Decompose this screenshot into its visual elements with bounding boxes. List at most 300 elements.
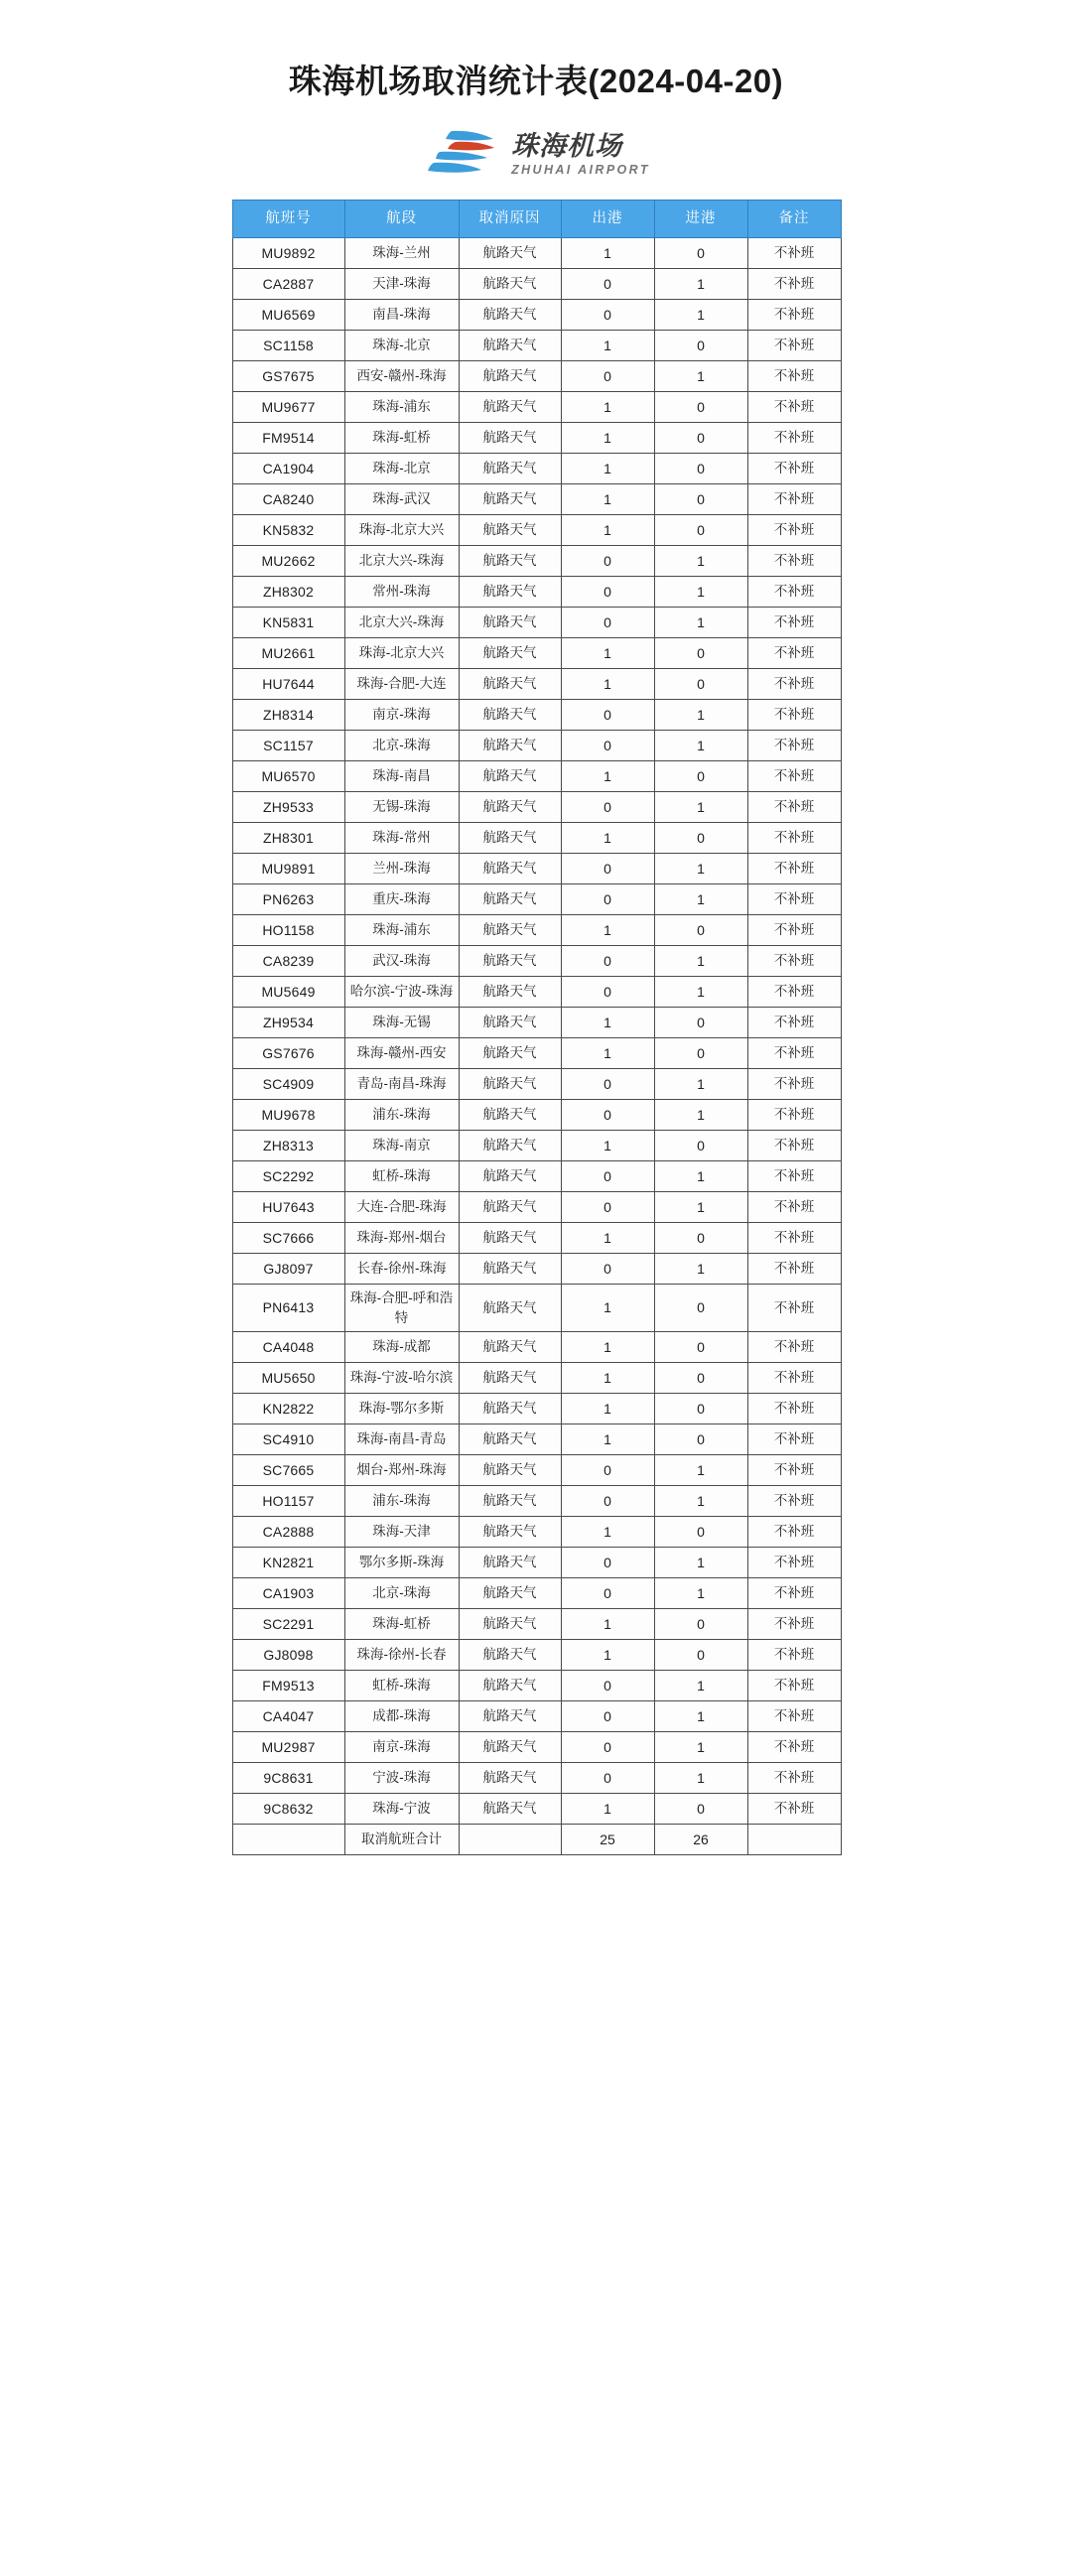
cell-flight-no: MU5650 [232,1363,344,1394]
cell-reason: 航路天气 [459,577,561,608]
cell-flight-no: KN5831 [232,608,344,638]
cell-reason: 航路天气 [459,1131,561,1161]
cell-arrival: 0 [654,423,747,454]
cell-departure: 1 [561,1517,654,1548]
column-header-note: 备注 [747,201,841,238]
cell-note: 不补班 [747,1394,841,1424]
cell-departure: 0 [561,1254,654,1285]
cell-arrival: 1 [654,577,747,608]
cell-route: 浦东-珠海 [344,1100,459,1131]
table-row [232,484,841,515]
cell-note: 不补班 [747,1254,841,1285]
table-header-row [232,201,841,238]
cell-reason: 航路天气 [459,269,561,300]
cell-flight-no: MU9891 [232,854,344,884]
table-row [232,1161,841,1192]
cell-arrival: 0 [654,238,747,269]
cell-arrival: 1 [654,700,747,731]
table-row [232,1609,841,1640]
cell-route: 天津-珠海 [344,269,459,300]
cell-departure: 0 [561,1069,654,1100]
cell-arrival: 0 [654,638,747,669]
cell-reason: 航路天气 [459,1100,561,1131]
cell-departure: 0 [561,608,654,638]
table-row [232,331,841,361]
cell-departure: 0 [561,1701,654,1732]
table-total-row [232,1825,841,1855]
cell-departure: 1 [561,238,654,269]
cell-flight-no: HO1158 [232,915,344,946]
table-row [232,792,841,823]
cell-route: 珠海-合肥-呼和浩特 [344,1285,459,1332]
cell-note: 不补班 [747,638,841,669]
cell-note: 不补班 [747,915,841,946]
cell-note: 不补班 [747,1069,841,1100]
cell-arrival: 1 [654,1763,747,1794]
cell-note: 不补班 [747,1285,841,1332]
table-row [232,1578,841,1609]
cell-flight-no: MU9677 [232,392,344,423]
cell-arrival: 0 [654,1131,747,1161]
cell-route: 兰州-珠海 [344,854,459,884]
cell-reason: 航路天气 [459,761,561,792]
cell-departure: 1 [561,915,654,946]
cell-flight-no: FM9513 [232,1671,344,1701]
cell-departure: 1 [561,1008,654,1038]
cell-arrival: 1 [654,1100,747,1131]
cell-flight-no: ZH8314 [232,700,344,731]
table-row [232,1424,841,1455]
cell-reason: 航路天气 [459,1223,561,1254]
cell-route: 珠海-南昌 [344,761,459,792]
cell-note: 不补班 [747,884,841,915]
cell-route: 珠海-无锡 [344,1008,459,1038]
cell-reason: 航路天气 [459,1794,561,1825]
cell-reason: 航路天气 [459,515,561,546]
cell-departure: 1 [561,1038,654,1069]
cell-departure: 1 [561,1131,654,1161]
cell-route: 珠海-南京 [344,1131,459,1161]
table-row [232,1285,841,1332]
cell-arrival: 0 [654,515,747,546]
cell-flight-no: MU2987 [232,1732,344,1763]
cell-flight-no: MU9892 [232,238,344,269]
table-row [232,1394,841,1424]
cell-flight-no: KN2822 [232,1394,344,1424]
airport-swoosh-icon [422,127,505,183]
cancellation-table-container [232,200,841,1855]
cell-route: 虹桥-珠海 [344,1671,459,1701]
cell-route: 珠海-宁波-哈尔滨 [344,1363,459,1394]
cell-route: 北京大兴-珠海 [344,546,459,577]
table-row [232,1486,841,1517]
cell-flight-no: MU2661 [232,638,344,669]
table-row [232,392,841,423]
cell-reason: 航路天气 [459,700,561,731]
cell-arrival: 1 [654,854,747,884]
cell-departure: 0 [561,361,654,392]
cell-flight-no: ZH9534 [232,1008,344,1038]
cell-note: 不补班 [747,454,841,484]
cell-arrival: 1 [654,300,747,331]
table-row [232,1038,841,1069]
cell-route: 无锡-珠海 [344,792,459,823]
table-row [232,454,841,484]
cell-arrival: 1 [654,946,747,977]
table-row [232,946,841,977]
table-row [232,823,841,854]
table-row [232,1701,841,1732]
cell-departure: 0 [561,1732,654,1763]
cell-arrival: 0 [654,669,747,700]
cell-flight-no: SC4909 [232,1069,344,1100]
cell-flight-no: KN2821 [232,1548,344,1578]
cell-departure: 0 [561,1578,654,1609]
cell-route: 珠海-浦东 [344,915,459,946]
cell-reason: 航路天气 [459,454,561,484]
cell-flight-no: MU5649 [232,977,344,1008]
cell-note: 不补班 [747,1763,841,1794]
column-header-arrival: 进港 [654,201,747,238]
cell-note: 不补班 [747,977,841,1008]
cell-route: 武汉-珠海 [344,946,459,977]
cell-note: 不补班 [747,515,841,546]
cell-reason: 航路天气 [459,1038,561,1069]
cell-route: 珠海-北京大兴 [344,515,459,546]
cell-note: 不补班 [747,1701,841,1732]
cell-departure: 1 [561,1285,654,1332]
cell-departure: 0 [561,1548,654,1578]
cell-departure: 1 [561,1640,654,1671]
cell-flight-no: SC4910 [232,1424,344,1455]
cell-arrival: 1 [654,1578,747,1609]
cell-reason: 航路天气 [459,977,561,1008]
cell-flight-no: ZH8302 [232,577,344,608]
cell-reason: 航路天气 [459,1254,561,1285]
cell-departure: 0 [561,854,654,884]
cell-arrival: 1 [654,1671,747,1701]
cell-departure: 0 [561,700,654,731]
table-row [232,915,841,946]
cell-note: 不补班 [747,1732,841,1763]
cell-arrival: 1 [654,1548,747,1578]
cell-departure: 1 [561,423,654,454]
cell-arrival: 0 [654,823,747,854]
cell-route: 珠海-成都 [344,1332,459,1363]
cell-flight-no: SC7666 [232,1223,344,1254]
cell-note: 不补班 [747,1455,841,1486]
cell-departure: 0 [561,792,654,823]
cell-departure: 1 [561,1363,654,1394]
cell-arrival: 0 [654,1008,747,1038]
cell-note: 不补班 [747,1008,841,1038]
cell-arrival: 1 [654,1732,747,1763]
cell-departure: 0 [561,546,654,577]
cell-reason: 航路天气 [459,1609,561,1640]
total-cell-flight-no [232,1825,344,1855]
cell-route: 珠海-浦东 [344,392,459,423]
cell-flight-no: CA1903 [232,1578,344,1609]
cell-note: 不补班 [747,1794,841,1825]
cell-flight-no: MU9678 [232,1100,344,1131]
cell-flight-no: CA2888 [232,1517,344,1548]
cell-arrival: 1 [654,546,747,577]
cell-note: 不补班 [747,1609,841,1640]
cell-arrival: 0 [654,1609,747,1640]
cell-route: 宁波-珠海 [344,1763,459,1794]
cell-arrival: 0 [654,454,747,484]
cell-reason: 航路天气 [459,1701,561,1732]
cell-route: 南京-珠海 [344,1732,459,1763]
table-row [232,854,841,884]
column-header-reason: 取消原因 [459,201,561,238]
cell-route: 烟台-郑州-珠海 [344,1455,459,1486]
cell-arrival: 1 [654,1455,747,1486]
cell-route: 珠海-北京大兴 [344,638,459,669]
cell-reason: 航路天气 [459,1455,561,1486]
table-row [232,1332,841,1363]
cell-arrival: 1 [654,884,747,915]
cell-departure: 0 [561,731,654,761]
cell-arrival: 1 [654,792,747,823]
cell-note: 不补班 [747,392,841,423]
cell-note: 不补班 [747,1517,841,1548]
cell-departure: 1 [561,331,654,361]
cell-flight-no: CA1904 [232,454,344,484]
cell-flight-no: 9C8631 [232,1763,344,1794]
cell-reason: 航路天气 [459,1069,561,1100]
table-row [232,1008,841,1038]
cell-reason: 航路天气 [459,423,561,454]
column-header-flight-no: 航班号 [232,201,344,238]
table-row [232,1548,841,1578]
cell-note: 不补班 [747,1363,841,1394]
table-row [232,1640,841,1671]
cell-note: 不补班 [747,1486,841,1517]
cell-note: 不补班 [747,1100,841,1131]
cell-note: 不补班 [747,1578,841,1609]
cell-arrival: 0 [654,1424,747,1455]
page-title: 珠海机场取消统计表(2024-04-20) [288,63,784,99]
cell-departure: 0 [561,1671,654,1701]
cell-arrival: 1 [654,608,747,638]
cell-route: 北京大兴-珠海 [344,608,459,638]
cell-departure: 1 [561,823,654,854]
table-row [232,300,841,331]
logo-chinese-name: 珠海机场 [511,131,623,163]
cell-note: 不补班 [747,238,841,269]
cell-flight-no: ZH8313 [232,1131,344,1161]
cell-reason: 航路天气 [459,608,561,638]
cell-flight-no: SC7665 [232,1455,344,1486]
cell-reason: 航路天气 [459,1640,561,1671]
table-row [232,546,841,577]
cell-note: 不补班 [747,1548,841,1578]
cell-reason: 航路天气 [459,546,561,577]
cell-note: 不补班 [747,577,841,608]
cell-departure: 1 [561,1794,654,1825]
cell-flight-no: KN5832 [232,515,344,546]
cell-reason: 航路天气 [459,854,561,884]
total-cell-reason [459,1825,561,1855]
total-cell-departure: 25 [561,1825,654,1855]
table-row [232,1671,841,1701]
cell-route: 珠海-北京 [344,331,459,361]
cell-flight-no: CA8240 [232,484,344,515]
table-row [232,761,841,792]
cell-route: 南昌-珠海 [344,300,459,331]
cell-route: 珠海-天津 [344,1517,459,1548]
cell-arrival: 1 [654,1161,747,1192]
cell-note: 不补班 [747,700,841,731]
cell-route: 北京-珠海 [344,1578,459,1609]
cell-departure: 0 [561,946,654,977]
cell-flight-no: ZH8301 [232,823,344,854]
cell-reason: 航路天气 [459,1486,561,1517]
table-row [232,269,841,300]
cell-reason: 航路天气 [459,1008,561,1038]
table-row [232,361,841,392]
cell-flight-no: ZH9533 [232,792,344,823]
cell-flight-no: GS7675 [232,361,344,392]
cell-arrival: 0 [654,1363,747,1394]
cell-departure: 0 [561,1486,654,1517]
cell-flight-no: 9C8632 [232,1794,344,1825]
cell-departure: 1 [561,1332,654,1363]
cell-note: 不补班 [747,1424,841,1455]
column-header-route: 航段 [344,201,459,238]
cell-arrival: 0 [654,1038,747,1069]
cell-reason: 航路天气 [459,1671,561,1701]
title-container [0,0,1072,102]
cell-note: 不补班 [747,423,841,454]
cell-arrival: 1 [654,1254,747,1285]
cell-note: 不补班 [747,1131,841,1161]
cell-departure: 1 [561,515,654,546]
table-row [232,1223,841,1254]
cell-note: 不补班 [747,484,841,515]
cell-note: 不补班 [747,1192,841,1223]
cell-reason: 航路天气 [459,946,561,977]
cell-note: 不补班 [747,608,841,638]
cell-route: 珠海-南昌-青岛 [344,1424,459,1455]
table-row [232,238,841,269]
table-row [232,977,841,1008]
cell-reason: 航路天气 [459,1363,561,1394]
cell-arrival: 1 [654,1069,747,1100]
cell-arrival: 1 [654,731,747,761]
cell-arrival: 0 [654,484,747,515]
cell-route: 鄂尔多斯-珠海 [344,1548,459,1578]
cell-flight-no: CA4047 [232,1701,344,1732]
table-row [232,515,841,546]
cell-note: 不补班 [747,761,841,792]
cell-departure: 1 [561,638,654,669]
table-row [232,1363,841,1394]
cell-flight-no: SC1158 [232,331,344,361]
column-header-departure: 出港 [561,201,654,238]
cell-route: 长春-徐州-珠海 [344,1254,459,1285]
cell-note: 不补班 [747,300,841,331]
cell-departure: 1 [561,392,654,423]
cell-arrival: 1 [654,269,747,300]
cell-note: 不补班 [747,331,841,361]
logo-english-name: ZHUHAI AIRPORT [511,163,650,178]
cell-reason: 航路天气 [459,731,561,761]
cell-note: 不补班 [747,269,841,300]
cell-note: 不补班 [747,1223,841,1254]
cell-reason: 航路天气 [459,1161,561,1192]
table-row [232,1517,841,1548]
cell-note: 不补班 [747,792,841,823]
cell-route: 北京-珠海 [344,731,459,761]
cell-note: 不补班 [747,731,841,761]
cell-arrival: 1 [654,977,747,1008]
cell-reason: 航路天气 [459,669,561,700]
cell-departure: 0 [561,1161,654,1192]
cell-reason: 航路天气 [459,884,561,915]
cell-arrival: 0 [654,1517,747,1548]
cell-arrival: 1 [654,361,747,392]
cell-flight-no: CA4048 [232,1332,344,1363]
cell-route: 珠海-宁波 [344,1794,459,1825]
cell-departure: 1 [561,1424,654,1455]
cell-route: 南京-珠海 [344,700,459,731]
cell-route: 虹桥-珠海 [344,1161,459,1192]
table-row [232,608,841,638]
cell-note: 不补班 [747,1640,841,1671]
cell-arrival: 0 [654,392,747,423]
table-row [232,884,841,915]
cell-flight-no: MU6569 [232,300,344,331]
cell-departure: 1 [561,1394,654,1424]
cell-arrival: 0 [654,915,747,946]
cell-route: 西安-赣州-珠海 [344,361,459,392]
cell-flight-no: SC2292 [232,1161,344,1192]
cell-route: 珠海-兰州 [344,238,459,269]
cell-reason: 航路天气 [459,1424,561,1455]
table-row [232,1192,841,1223]
cell-departure: 1 [561,484,654,515]
cell-flight-no: SC2291 [232,1609,344,1640]
table-row [232,1100,841,1131]
cell-route: 浦东-珠海 [344,1486,459,1517]
cell-reason: 航路天气 [459,1192,561,1223]
cell-departure: 0 [561,1455,654,1486]
cell-reason: 航路天气 [459,823,561,854]
table-header [232,201,841,238]
cell-flight-no: GJ8097 [232,1254,344,1285]
cell-reason: 航路天气 [459,484,561,515]
cell-arrival: 0 [654,1640,747,1671]
cell-note: 不补班 [747,1671,841,1701]
cell-route: 珠海-徐州-长春 [344,1640,459,1671]
table-row [232,669,841,700]
cell-departure: 0 [561,300,654,331]
cell-departure: 0 [561,269,654,300]
cell-route: 珠海-合肥-大连 [344,669,459,700]
cell-note: 不补班 [747,1038,841,1069]
cell-arrival: 1 [654,1192,747,1223]
table-row [232,1732,841,1763]
cell-flight-no: HU7643 [232,1192,344,1223]
cell-reason: 航路天气 [459,638,561,669]
cell-note: 不补班 [747,854,841,884]
cell-arrival: 0 [654,1285,747,1332]
cell-departure: 1 [561,1609,654,1640]
cell-arrival: 0 [654,1332,747,1363]
table-row [232,1131,841,1161]
